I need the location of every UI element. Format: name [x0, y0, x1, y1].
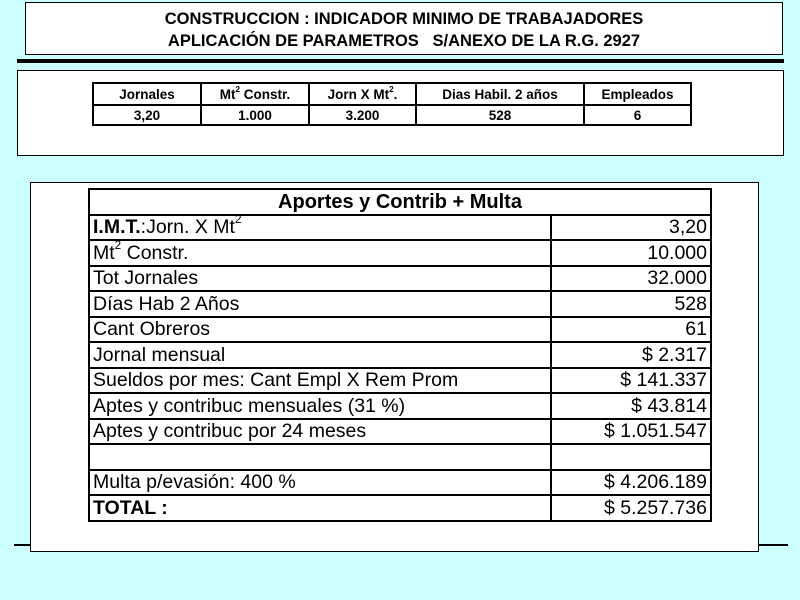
header-mt-constr: Mt$^2$ Constr.: [201, 83, 309, 105]
calc-value-aptes-24-meses: $ 1.051.547: [551, 419, 711, 445]
value-mt-constr: 1.000: [201, 105, 309, 125]
header-dias-habil: Dias Habil. 2 años: [416, 83, 584, 105]
calc-label-jornal-mensual: Jornal mensual: [89, 342, 551, 368]
calc-value-sueldos: $ 141.337: [551, 368, 711, 394]
calc-value-aptes-mensuales: $ 43.814: [551, 393, 711, 419]
value-empleados: 6: [584, 105, 691, 125]
calc-row: [89, 317, 711, 343]
calc-empty-label: [89, 444, 551, 470]
header-jornales: Jornales: [93, 83, 201, 105]
calc-label-total: TOTAL :: [89, 495, 551, 521]
header-empleados: Empleados: [584, 83, 691, 105]
value-jorn-x-mt: 3.200: [309, 105, 416, 125]
calc-value-total: $ 5.257.736: [551, 495, 711, 521]
calc-row: [89, 342, 711, 368]
calc-value-dias-hab: 528: [551, 291, 711, 317]
calc-label-mt-constr: Mt$^2$ Constr.: [89, 240, 551, 266]
slide-title-box: [25, 2, 783, 55]
calc-label-dias-hab: Días Hab 2 Años: [89, 291, 551, 317]
right-side-line: [758, 544, 788, 546]
value-jornales: 3,20: [93, 105, 201, 125]
calc-value-imt: 3,20: [551, 215, 711, 241]
divider-rule: [17, 59, 784, 63]
calc-row: [89, 291, 711, 317]
calc-row-imt: [89, 215, 711, 241]
calculation-table: [88, 188, 712, 522]
calc-row: [89, 393, 711, 419]
calc-label-tot-jornales: Tot Jornales: [89, 266, 551, 292]
parameters-header-row: [93, 83, 691, 105]
header-jorn-x-mt: Jorn X Mt$^2$.: [309, 83, 416, 105]
calc-label-cant-obreros: Cant Obreros: [89, 317, 551, 343]
parameters-value-row: [93, 105, 691, 125]
calc-empty-value: [551, 444, 711, 470]
calc-value-mt-constr: 10.000: [551, 240, 711, 266]
calc-row-empty: [89, 444, 711, 470]
calc-value-multa: $ 4.206.189: [551, 470, 711, 496]
calc-label-aptes-24-meses: Aptes y contribuc por 24 meses: [89, 419, 551, 445]
calc-value-tot-jornales: 32.000: [551, 266, 711, 292]
calc-row: [89, 419, 711, 445]
parameters-table: [92, 82, 692, 126]
calc-label-sueldos: Sueldos por mes: Cant Empl X Rem Prom: [89, 368, 551, 394]
calc-row-multa: [89, 470, 711, 496]
calc-row: [89, 266, 711, 292]
title-line-1: CONSTRUCCION : INDICADOR MINIMO DE TRABAJADORES: [164, 10, 644, 28]
calc-label-imt: I.M.T.:Jorn. X Mt$^2$: [89, 215, 551, 241]
calc-row: [89, 368, 711, 394]
calc-value-cant-obreros: 61: [551, 317, 711, 343]
calc-title-row: [89, 189, 711, 215]
calc-label-aptes-mensuales: Aptes y contribuc mensuales (31 %): [89, 393, 551, 419]
value-dias-habil: 528: [416, 105, 584, 125]
calc-value-jornal-mensual: $ 2.317: [551, 342, 711, 368]
calc-title: Aportes y Contrib + Multa: [89, 189, 711, 215]
calc-label-multa: Multa p/evasión: 400 %: [89, 470, 551, 496]
calc-row-mt-constr: [89, 240, 711, 266]
calc-row-total: [89, 495, 711, 521]
title-line-2: APLICACIÓN DE PARAMETROS S/ANEXO DE LA R.G. 2927: [167, 32, 641, 50]
